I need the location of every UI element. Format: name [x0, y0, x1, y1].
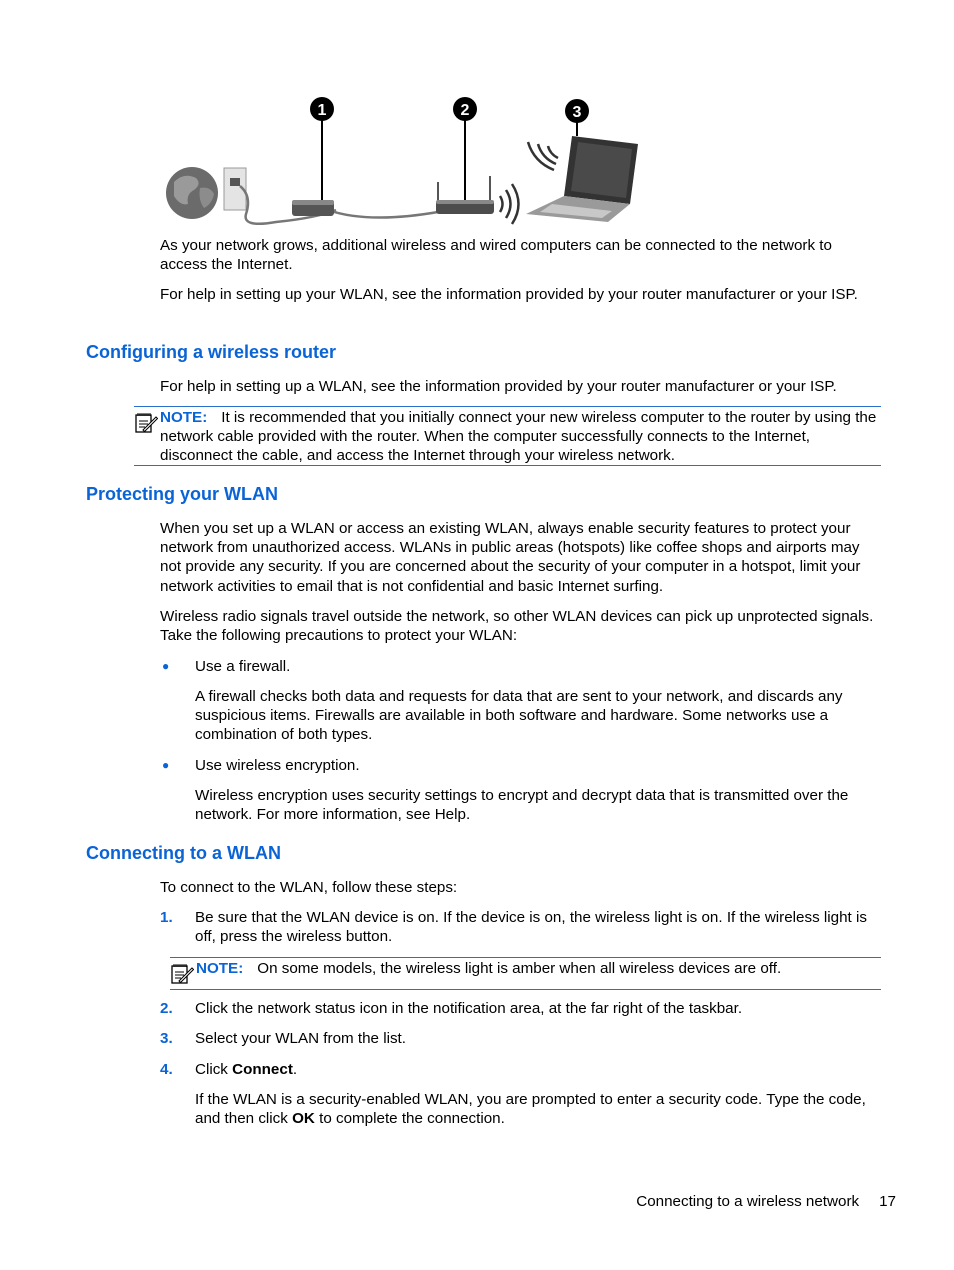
bullet-marker: ● [162, 659, 170, 673]
heading-connecting-wlan: Connecting to a WLAN [86, 843, 281, 863]
callout-3 [565, 99, 589, 123]
heading-configuring-router: Configuring a wireless router [86, 342, 337, 362]
step-number: 1. [160, 909, 173, 926]
heading-protecting-wlan: Protecting your WLAN [86, 484, 278, 504]
connecting-paragraph: To connect to the WLAN, follow these steps: [160, 879, 458, 896]
note-icon [170, 961, 194, 985]
protecting-paragraph-1: When you set up a WLAN or access an existing WLAN, always enable security features to protect your network from unauthorized access. WLANs in public areas (hotspots) like coffee shops and airports may not provide any security. If you are concerned about the security of your computer in a hotspot, limit your network activities to email that is not confidential and basic Internet surfing. [160, 520, 861, 595]
step-4-detail-pre: If the WLAN is a security-enabled WLAN, you are prompted to enter a security code. Type the code, and then click [195, 1091, 866, 1128]
step-3-text: Select your WLAN from the list. [195, 1030, 407, 1047]
note-box-router [134, 406, 881, 466]
protecting-paragraph-2: Wireless radio signals travel outside the network, so other WLAN devices can pick up unprotected signals. Take the following precautions to protect your WLAN: [160, 608, 874, 645]
step-number: 4. [160, 1061, 173, 1078]
step-4-detail-ok: OK [292, 1110, 315, 1128]
callout-3-number: 3 [572, 104, 582, 121]
bullet-encryption-body: Wireless encryption uses security settings to encrypt and decrypt data that is transmitted over the network. For more information, see Help. [195, 787, 849, 824]
intro-paragraph-1: As your network grows, additional wireless and wired computers can be connected to the network to access the Internet. [160, 237, 832, 274]
footer-title: Connecting to a wireless network [636, 1193, 860, 1210]
step-4-detail-post: to complete the connection. [314, 1110, 505, 1128]
note-icon [134, 410, 158, 434]
bullet-encryption-title: Use wireless encryption. [195, 757, 360, 774]
globe-icon [166, 167, 218, 219]
page-number: 17 [879, 1193, 896, 1210]
network-illustration [160, 92, 650, 227]
configuring-paragraph: For help in setting up a WLAN, see the information provided by your router manufacturer or your ISP. [160, 378, 837, 395]
step-4-connect: Connect [232, 1061, 293, 1078]
page-footer [636, 1192, 896, 1211]
callout-2-number: 2 [460, 102, 470, 119]
step-2-text: Click the network status icon in the notification area, at the far right of the taskbar. [195, 1000, 743, 1017]
step-4-text-post: . [292, 1061, 298, 1078]
step-number: 3. [160, 1030, 173, 1047]
wireless-waves-icon [500, 184, 519, 224]
note-text: It is recommended that you initially connect your new wireless computer to the router by using the network cable provided with the router. When the computer successfully connects to the Internet, disconnect the cable, and access the Internet through your wireless network. [160, 409, 877, 465]
step-4-text [195, 1060, 883, 1079]
bullet-marker: ● [162, 758, 170, 772]
callout-2 [453, 97, 477, 121]
step-4-detail [195, 1090, 883, 1128]
callout-1-number: 1 [317, 102, 327, 119]
note-box-wireless-light [170, 957, 881, 990]
step-1-text: Be sure that the WLAN device is on. If the device is on, the wireless light is on. If the wireless light is off, press the wireless button. [195, 909, 867, 946]
callout-1 [310, 97, 334, 121]
bullet-firewall-title: Use a firewall. [195, 658, 291, 675]
intro-paragraph-2: For help in setting up your WLAN, see the information provided by your router manufacturer or your ISP. [160, 286, 858, 303]
bullet-firewall-body: A firewall checks both data and requests for data that are sent to your network, and discards any suspicious items. Firewalls are available in both software and hardware. Some networks use a combination of both types. [195, 688, 843, 744]
note-label: NOTE: [160, 409, 208, 426]
note-label: NOTE: [196, 960, 244, 977]
wireless-waves-icon [528, 142, 558, 170]
step-number: 2. [160, 1000, 173, 1017]
step-4-text-pre: Click [195, 1061, 233, 1078]
laptop-icon [526, 136, 638, 222]
modem-icon [292, 200, 334, 216]
note-text: On some models, the wireless light is amber when all wireless devices are off. [257, 960, 782, 977]
